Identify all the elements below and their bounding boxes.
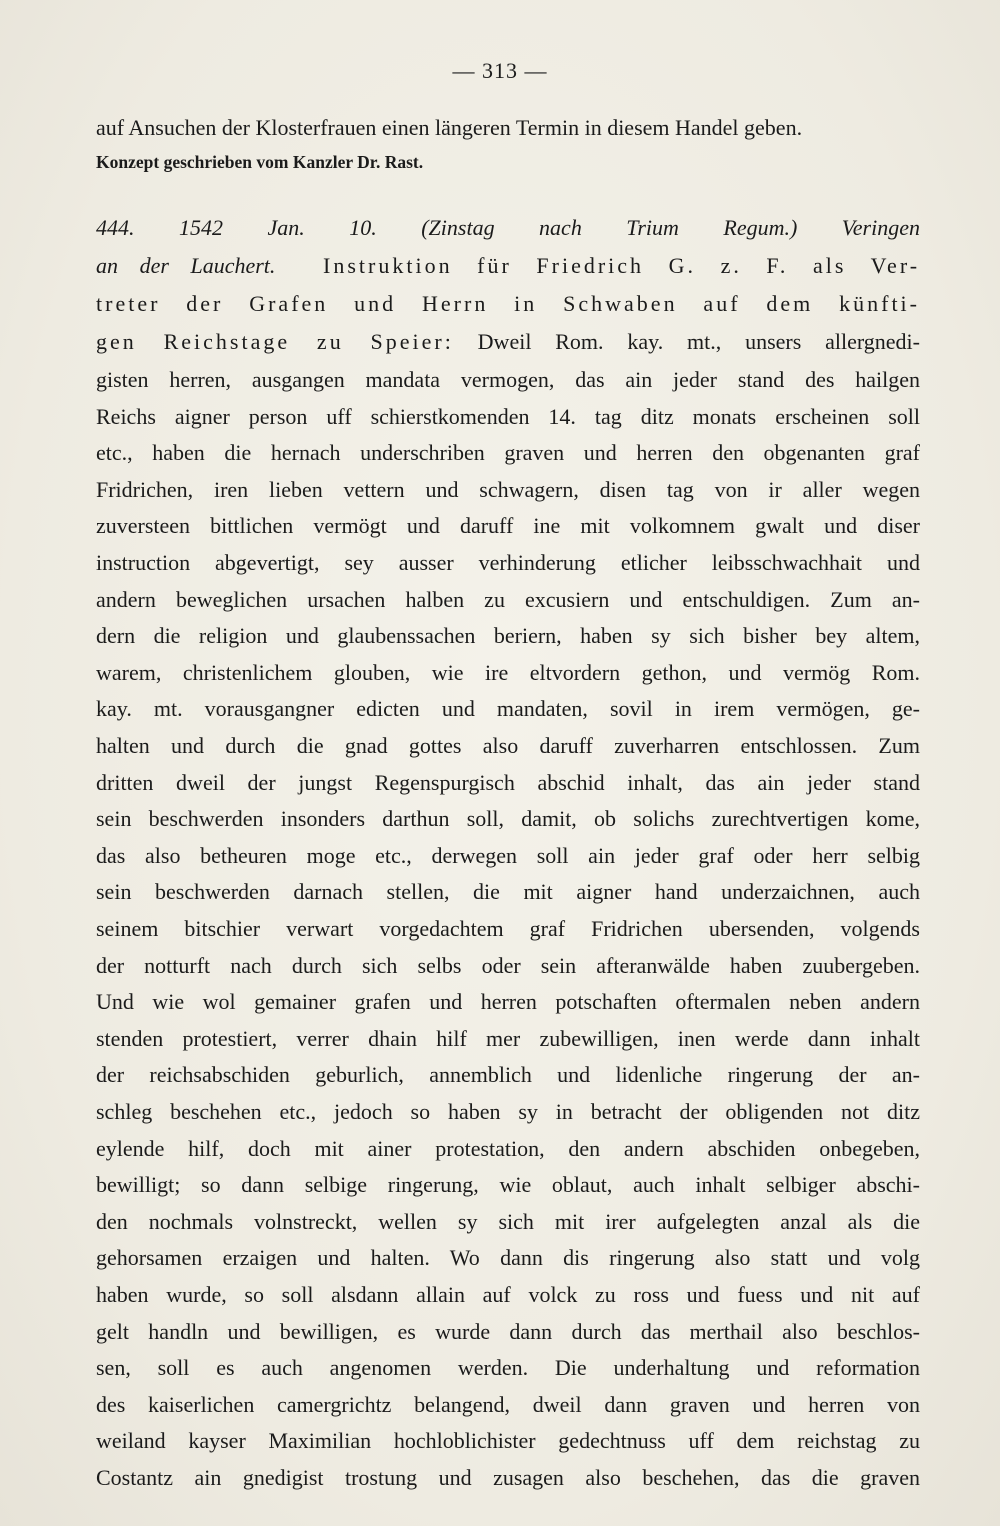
body-line: gehorsamen erzaigen und halten. Wo dann dis ringerung also statt und volg — [96, 1245, 920, 1271]
body-line: dritten dweil der jungst Regenspurgisch abschid inhalt, das ain jeder stand — [96, 769, 920, 795]
body-line: schleg beschehen etc., jedoch so haben sy in betracht der obligenden not ditz — [96, 1099, 920, 1124]
concept-note: Konzept geschrieben vom Kanzler Dr. Rast. — [96, 152, 424, 172]
body-line: sein beschwerden insonders darthun soll, damit, ob solichs zurechtvertigen kome, — [96, 806, 920, 832]
body-line: der notturft nach durch sich selbs oder sein afteranwälde haben zuubergeben. — [96, 952, 920, 978]
body-line: zuversteen bittlichen vermögt und daruff ine mit volkomnem gwalt und diser — [96, 513, 920, 539]
page-number: — 313 — — [452, 58, 548, 83]
body-line: Costantz ain gnedigist trostung und zusagen also beschehen, das die graven — [96, 1465, 920, 1490]
body-line: seinem bitschier verwart vorgedachtem graf Fridrichen ubersenden, volgends — [96, 916, 920, 941]
body-line: den nochmals volnstreckt, wellen sy sich mit irer aufgelegten anzal als die — [96, 1208, 920, 1234]
body-line: weiland kayser Maximilian hochloblichister gedechtnuss uff dem reichstag zu — [96, 1428, 920, 1454]
body-line: eylende hilf, doch mit ainer protestation, den andern abschiden onbegeben, — [96, 1135, 920, 1161]
body-line: bewilligt; so dann selbige ringerung, wie oblaut, auch inhalt selbiger abschi- — [96, 1172, 920, 1198]
body-line: andern beweglichen ursachen halben zu excusiern und entschuldigen. Zum an- — [96, 586, 920, 612]
place-name: an der Lauchert. — [96, 253, 276, 278]
body-line: haben wurde, so soll alsdann allain auf volck zu ross und fuess und nit auf — [96, 1282, 920, 1307]
body-line: dern die religion und glaubenssachen beriern, haben sy sich bisher bey altem, — [96, 623, 920, 649]
intro-line: auf Ansuchen der Klosterfrauen einen längeren Termin in diesem Handel geben. — [96, 115, 803, 140]
instruction-title-end-spaced: gen Reichstage zu Speier: — [96, 329, 454, 354]
body-line: Reichs aigner person uff schierstkomenden 14. tag ditz monats erscheinen soll — [96, 403, 920, 429]
body-line: Fridrichen, iren lieben vettern und schwagern, disen tag von ir aller wegen — [96, 476, 920, 502]
body-line: der reichsabschiden geburlich, annemblich und lidenliche ringerung der an- — [96, 1062, 920, 1088]
body-line: stenden protestiert, verrer dhain hilf mer zubewilligen, inen werde dann inhalt — [96, 1025, 920, 1051]
body-line: halten und durch die gnad gottes also daruff zuverharren entschlossen. Zum — [96, 733, 920, 758]
instruction-title-end — [96, 326, 920, 358]
body-line: das also betheuren moge etc., derwegen soll ain jeder graf oder herr selbig — [96, 842, 920, 868]
body-line: sein beschwerden darnach stellen, die mit aigner hand underzaichnen, auch — [96, 879, 920, 905]
body-start: Dweil Rom. kay. mt., unsers allergnedi- — [477, 329, 920, 354]
instruction-title-cont: treter der Grafen und Herrn in Schwaben auf dem künfti- — [96, 291, 920, 316]
body-line: warem, christenlichem glouben, wie ire eltvordern gethon, und vermög Rom. — [96, 659, 920, 685]
instruction-title: Instruktion für Friedrich G. z. F. als Ver- — [323, 253, 921, 278]
body-line: kay. mt. vorausgangner edicten und mandaten, sovil in irem vermögen, ge- — [96, 696, 920, 722]
body-line: sen, soll es auch angenomen werden. Die underhaltung und reformation — [96, 1355, 920, 1381]
body-line: etc., haben die hernach underschriben graven und herren den obgenanten graf — [96, 440, 920, 466]
body-line: Und wie wol gemainer grafen und herren potschaften oftermalen neben andern — [96, 989, 920, 1015]
entry-heading-line1: 444. 1542 Jan. 10. (Zinstag nach Trium Regum.) Veringen — [96, 215, 920, 240]
body-line: gisten herren, ausgangen mandata vermogen, das ain jeder stand des hailgen — [96, 367, 920, 392]
body-line: gelt handln und bewilligen, es wurde dann durch das merthail also beschlos- — [96, 1318, 920, 1344]
body-line: des kaiserlichen camergrichtz belangend, dweil dann graven und herren von — [96, 1391, 920, 1417]
body-line: instruction abgevertigt, sey ausser verhinderung etlicher leibsschwachhait und — [96, 550, 920, 575]
entry-heading-line2 — [96, 250, 920, 282]
